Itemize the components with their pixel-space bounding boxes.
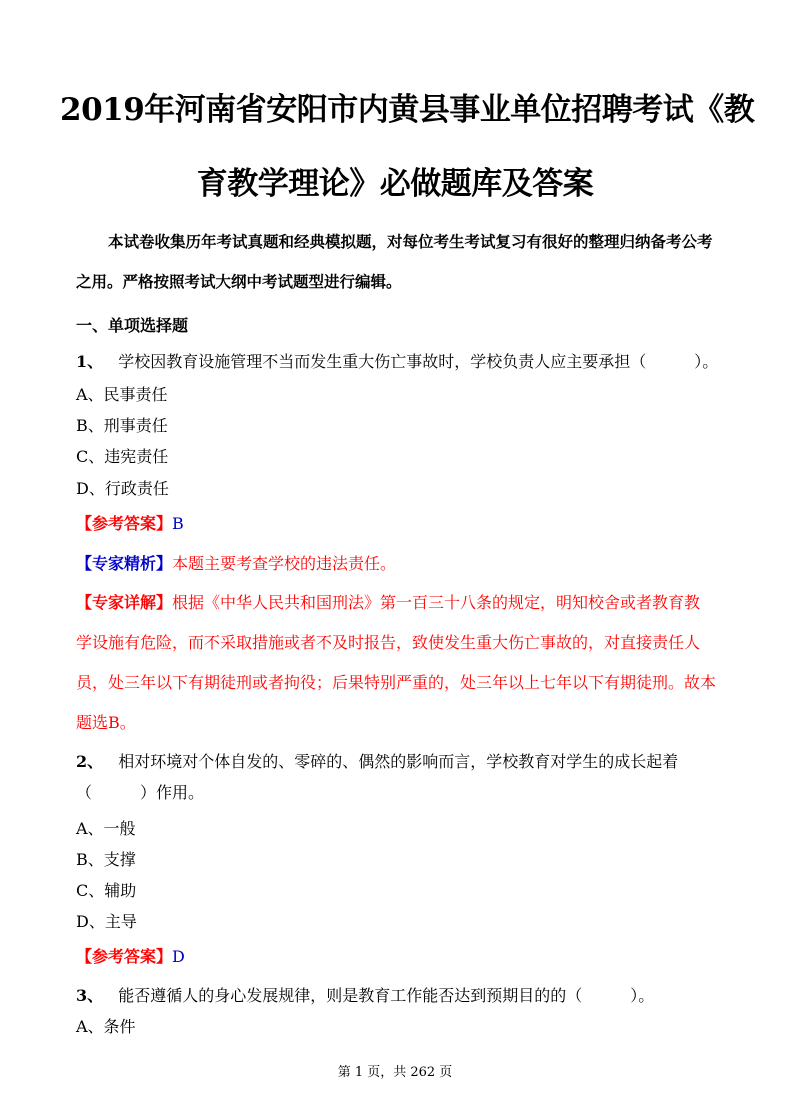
answer-value: B [172, 514, 184, 533]
document-title-line-1: 2019年河南省安阳市内黄县事业单位招聘考试《教 [60, 92, 755, 128]
option-b: B、支撑 [76, 850, 136, 869]
analysis-text: 本题主要考查学校的违法责任。 [172, 554, 397, 573]
analysis-label: 【专家精析】 [76, 554, 173, 573]
question-stem: 学校因教育设施管理不当而发生重大伤亡事故时，学校负责人应主要承担（ ）。 [118, 352, 719, 371]
analysis-line [76, 551, 396, 574]
option-d: D、主导 [76, 912, 137, 931]
detail-paragraph [76, 583, 716, 743]
question-number: 2、 [76, 752, 104, 771]
question-number: 3、 [76, 986, 104, 1005]
question-3 [76, 983, 654, 1006]
answer-label: 【参考答案】 [76, 514, 173, 533]
detail-text: 根据《中华人民共和国刑法》第一百三十八条的规定，明知校舍或者教育教学设施有危险，而不采取措施或者不及时报告，致使发生重大伤亡事故的，对直接责任人员，处三年以下有期徒刑或者拘役；后果特别严重的，处三年以上七年以下有期徒刑。故本题选B。 [76, 593, 717, 732]
question-stem: 能否遵循人的身心发展规律，则是教育工作能否达到预期目的的（ ）。 [118, 986, 655, 1005]
option-c: C、辅助 [76, 881, 137, 900]
option-b: B、刑事责任 [76, 416, 168, 435]
section-heading: 一、单项选择题 [76, 316, 189, 335]
answer-label: 【参考答案】 [76, 947, 173, 966]
intro-paragraph: 本试卷收集历年考试真题和经典模拟题，对每位考生考试复习有很好的整理归纳备考公考之用。严格按照考试大纲中考试题型进行编辑。 [76, 232, 713, 291]
option-a: A、条件 [76, 1017, 136, 1036]
question-2 [76, 746, 716, 808]
question-1 [76, 349, 718, 372]
option-c: C、违宪责任 [76, 447, 169, 466]
question-stem: 相对环境对个体自发的、零碎的、偶然的影响而言，学校教育对学生的成长起着（ ）作用。 [76, 752, 679, 802]
question-number: 1、 [76, 352, 104, 371]
answer-value: D [172, 947, 185, 966]
option-a: A、民事责任 [76, 385, 168, 404]
document-title-line-2: 育教学理论》必做题库及答案 [196, 166, 594, 202]
option-a: A、一般 [76, 819, 136, 838]
option-d: D、行政责任 [76, 479, 169, 498]
page-footer: 第 1 页，共 262 页 [337, 1065, 453, 1080]
answer-line [76, 944, 185, 967]
answer-line [76, 511, 184, 534]
detail-label: 【专家详解】 [76, 593, 173, 612]
